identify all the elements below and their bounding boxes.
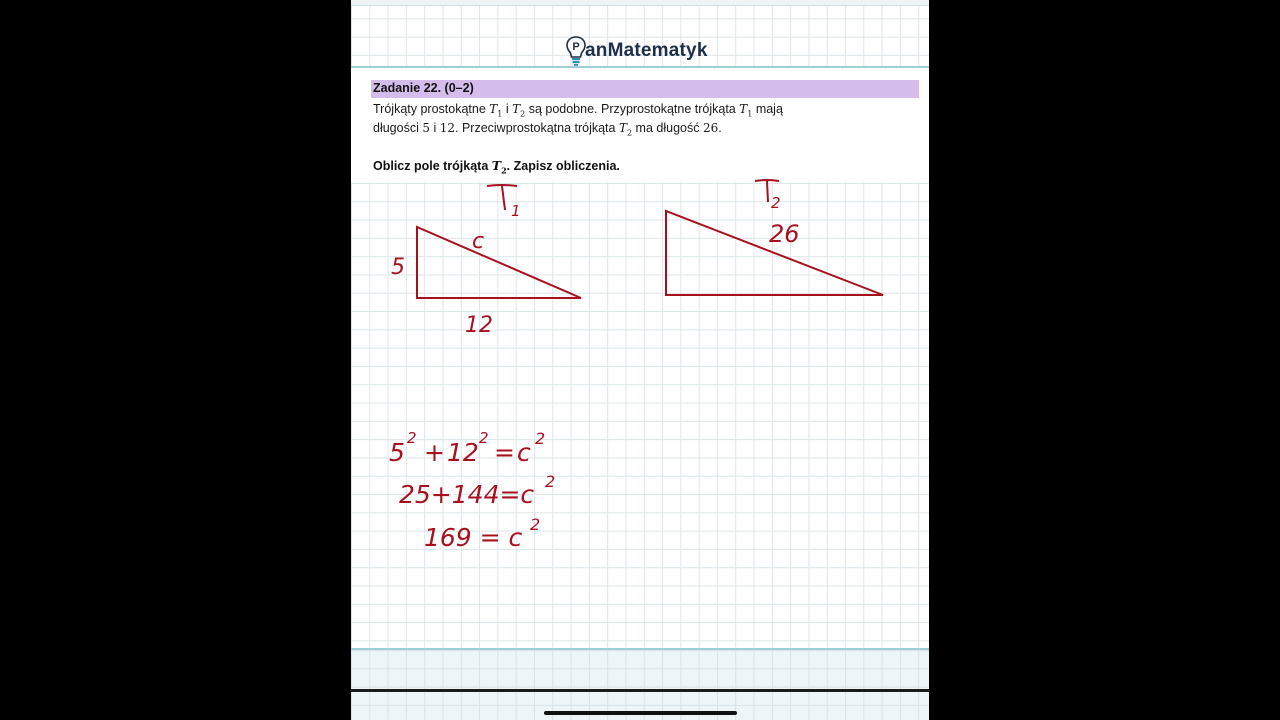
question-text-part: Oblicz pole trójkąta <box>373 159 492 173</box>
math-symbol: T <box>739 102 748 116</box>
logo-text: anMatematyk <box>585 40 708 61</box>
math-subscript: 2 <box>626 128 633 138</box>
eq1-exp-a: 2 <box>407 429 417 447</box>
math-number: 5 <box>422 121 430 135</box>
task-title: Zadanie 22. (0–2) <box>373 81 474 95</box>
math-symbol: T <box>489 102 498 116</box>
equation-3 <box>424 515 540 552</box>
footer-grid-area <box>351 650 929 720</box>
logo-letter: P <box>572 41 580 53</box>
equation-1 <box>389 429 545 467</box>
task-text-part: i <box>429 121 440 135</box>
task-text-part: mają <box>752 102 783 116</box>
eq1-plus: + <box>424 438 445 467</box>
math-symbol: T <box>618 121 627 135</box>
task-text-part: długości <box>373 121 423 135</box>
question-text-part: . Zapisz obliczenia. <box>506 159 620 173</box>
math-number: 26 <box>702 121 719 135</box>
eq2-text: 25+144=c <box>399 480 535 509</box>
handwriting-layer <box>351 0 929 720</box>
math-subscript: 2 <box>520 109 526 119</box>
home-indicator[interactable] <box>544 711 737 715</box>
side-5-label: 5 <box>391 255 405 280</box>
task-text-part: Trójkąty prostokątne <box>373 102 490 116</box>
task-text-part: . <box>718 121 722 135</box>
triangle-t1 <box>417 227 581 298</box>
worksheet-canvas[interactable] <box>351 0 929 720</box>
task-text-part: ma długość <box>632 121 703 135</box>
eq1-term-c: c <box>517 438 531 467</box>
task-text-part: i <box>502 102 513 116</box>
math-subscript: 1 <box>747 109 753 119</box>
task-text-part: . Przeciwprostokątna trójkąta <box>455 121 619 135</box>
side-12-label: 12 <box>465 313 493 338</box>
footer-dark-line <box>351 689 929 692</box>
task-text-part: są podobne. Przyprostokątne trójkąta <box>525 102 740 116</box>
eq3-text: 169 = c <box>424 523 523 552</box>
eq1-exp-b: 2 <box>479 429 489 447</box>
math-number: 12 <box>439 121 455 135</box>
math-symbol: T <box>491 158 502 173</box>
eq2-exp-c: 2 <box>545 472 556 491</box>
side-c-label: c <box>472 229 485 254</box>
equation-2 <box>399 472 555 509</box>
eq1-exp-c: 2 <box>535 429 546 448</box>
math-symbol: T <box>512 102 521 116</box>
math-subscript: 2 <box>501 165 507 176</box>
eq1-equals: = <box>494 438 515 467</box>
eq1-term-b: 12 <box>447 438 479 467</box>
t2-label-sub: 2 <box>771 194 781 212</box>
math-subscript: 1 <box>497 109 503 119</box>
eq3-exp-c: 2 <box>530 515 541 534</box>
eq1-term-a: 5 <box>389 438 405 467</box>
side-26-label: 26 <box>769 220 800 248</box>
t1-label-sub: 1 <box>511 202 521 220</box>
